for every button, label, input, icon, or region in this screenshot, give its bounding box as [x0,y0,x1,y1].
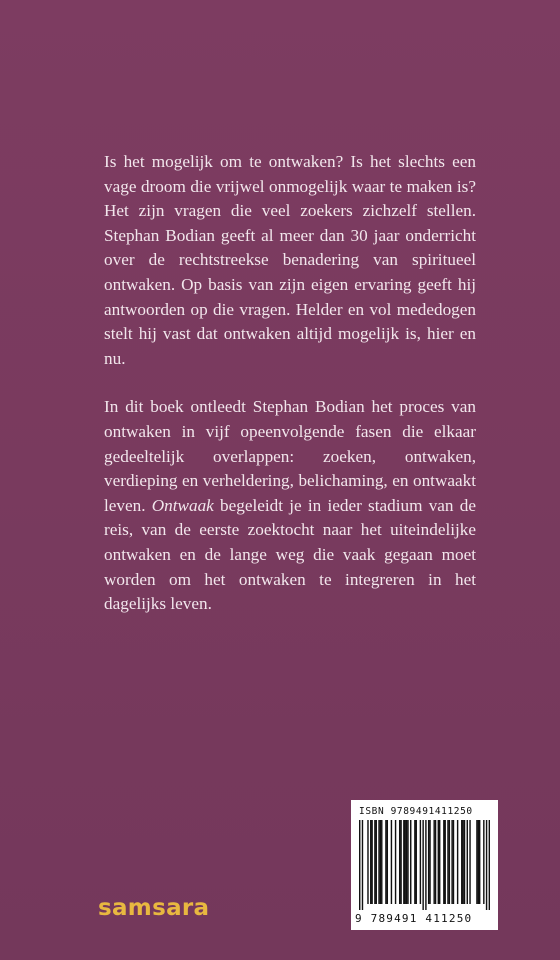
barcode-bar [370,820,371,904]
barcode-bar [362,820,363,910]
barcode-bar [464,820,465,904]
barcode-bar [457,820,458,904]
barcode-bar [478,820,479,904]
barcode-bar [447,820,448,904]
barcode-bar [428,820,429,904]
blurb-paragraph-2-end: begeleidt je in ieder stadium van de reis, van de eerste zoektocht naar het uiteindelijke ontwaken en de lange weg die vaak gegaan moet worden om het ontwaken te integreren in het dagelijks leven. [104,495,476,614]
barcode-bar [453,820,454,904]
barcode-bar [410,820,411,904]
isbn-label: ISBN 9789491411250 [359,806,473,817]
barcode-bar [443,820,444,904]
barcode-bar [435,820,436,904]
barcode-bar [399,820,400,904]
barcode-bar [400,820,401,904]
barcode-bar [420,820,421,904]
barcode-bar [391,820,392,904]
barcode-bar [378,820,379,904]
barcode-bar [439,820,440,904]
barcode-bar [374,820,375,904]
barcode-digits: 9 789491 411250 [355,912,473,925]
blurb-paragraph-2-start: In dit boek ontleedt Stephan Bodian het proces van ontwaken in vijf opeenvolgende fasen die elkaar gedeeltelijk overlappen: zoeken, ontwaken, verdieping en verheldering, belichaming, en ontwaakt leven. [104,397,476,515]
barcode-bar [483,820,484,904]
barcode-bar [486,820,487,910]
barcode-bar [433,820,434,904]
barcode-bar [376,820,377,904]
barcode-bar [438,820,439,904]
barcode-bar [387,820,388,904]
blurb-paragraph-1: Is het mogelijk om te ontwaken? Is het slechts een vage droom die vrijwel onmogelijk waar te maken is? Het zijn vragen die veel zoekers zichzelf stellen. Stephan Bodian geeft al meer dan 30 jaar onderricht over de rechtstreekse benadering van spiritueel ontwaken. Op basis van zijn eigen ervaring geeft hij antwoorden op die vragen. Helder en vol mededogen stelt hij vast dat ontwaken altijd mogelijk is, hier en nu. [104,152,476,368]
barcode-bar [422,820,423,910]
barcode-bar [380,820,381,904]
barcode-bar [407,820,408,904]
barcode-bar [476,820,477,904]
barcode-bar [416,820,417,904]
barcode-bar [469,820,470,904]
barcode-bars [359,820,490,910]
barcode-bar [395,820,396,904]
barcode-bar [367,820,368,904]
book-title-italic: Ontwaak [151,495,214,515]
barcode-bar [467,820,468,904]
publisher-logo: samsara [98,895,210,921]
barcode-bar [449,820,450,904]
barcode-bar [444,820,445,904]
barcode-bar [451,820,452,904]
barcode-bar [406,820,407,904]
barcode-bar [385,820,386,904]
barcode-bar [403,820,404,904]
isbn-barcode [351,800,498,930]
barcode-bar [461,820,462,904]
barcode-bar [414,820,415,904]
blurb-text [104,150,476,617]
barcode-bar [429,820,430,904]
barcode-bar [462,820,463,904]
blurb-paragraph-2 [104,395,476,616]
barcode-bar [479,820,480,904]
barcode-bar [359,820,360,910]
barcode-bar [381,820,382,904]
barcode-bar [371,820,372,904]
barcode-bar [489,820,490,910]
barcode-bar [405,820,406,904]
barcode-bar [425,820,426,910]
